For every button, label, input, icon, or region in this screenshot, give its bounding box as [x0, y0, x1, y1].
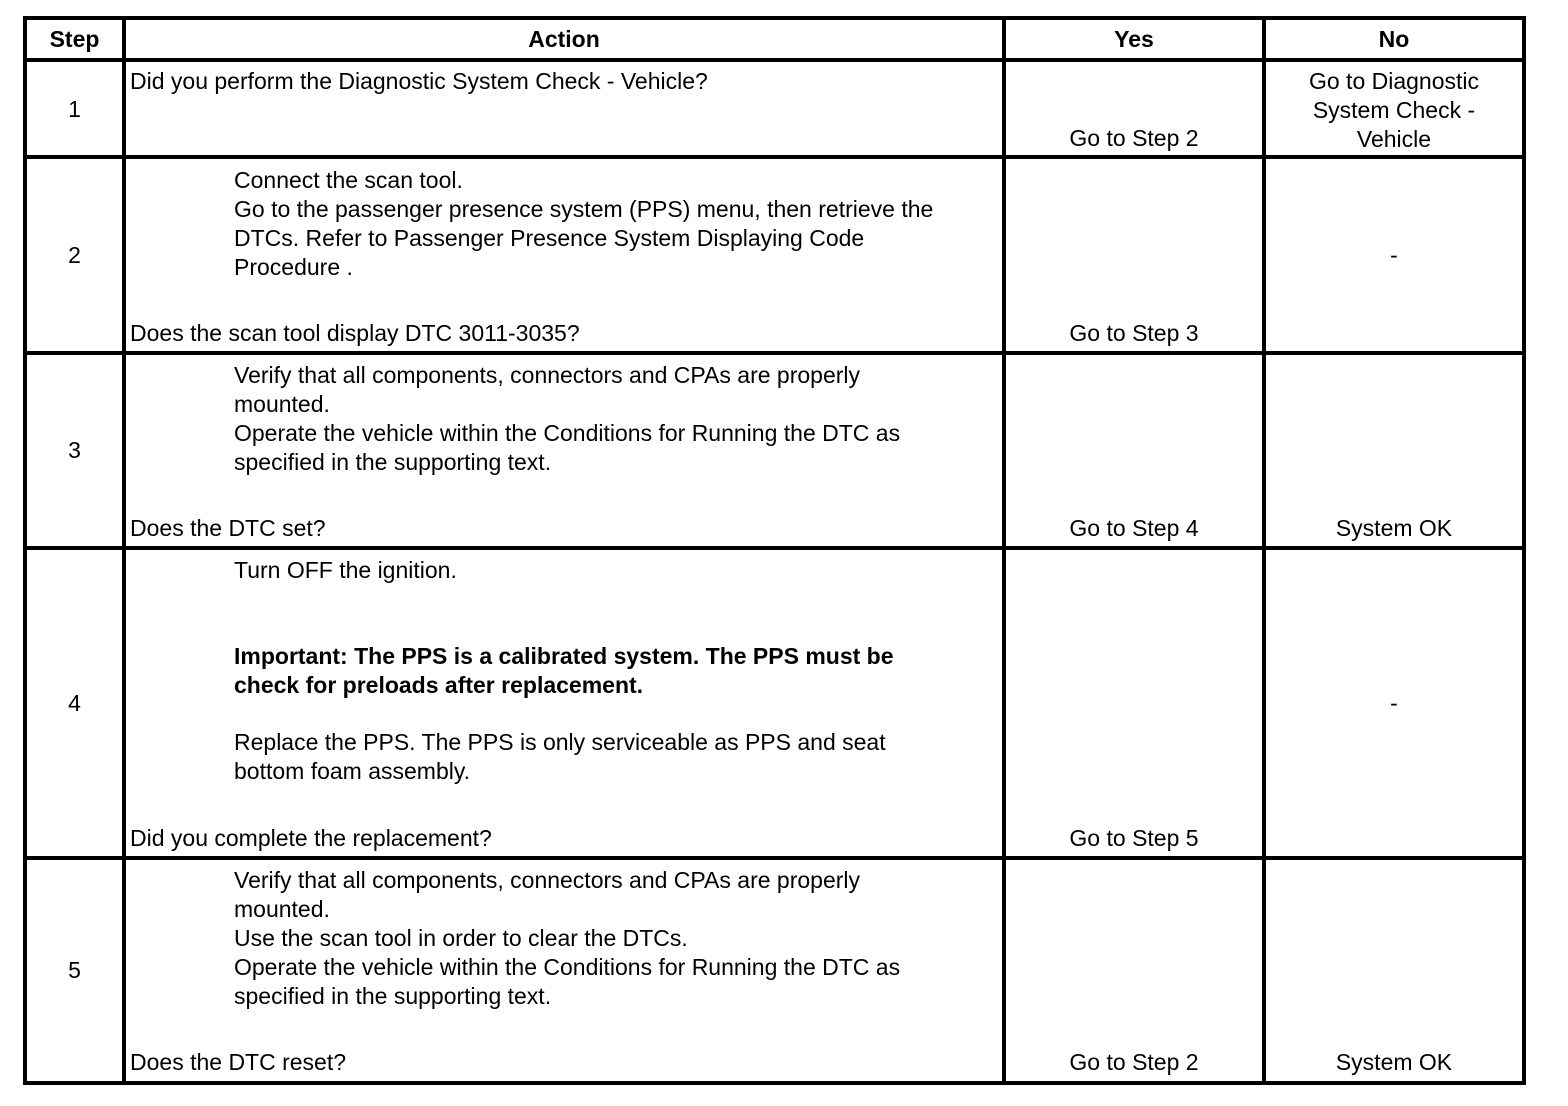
instruction-line: specified in the supporting text. [234, 449, 552, 475]
yes-result: Go to Step 5 [1069, 825, 1199, 851]
row-divider [23, 155, 1526, 159]
important-line: Important: The PPS is a calibrated system. The PPS must be [234, 643, 894, 669]
column-divider [1262, 16, 1266, 1085]
action-question: Does the DTC reset? [130, 1049, 347, 1075]
action-instruction [130, 556, 998, 585]
column-divider [1002, 16, 1006, 1085]
row-divider [23, 351, 1526, 355]
important-line: check for preloads after replacement. [234, 672, 644, 698]
instruction-line: Replace the PPS. The PPS is only serviceable as PPS and seat [234, 729, 886, 755]
action-instructions [130, 361, 998, 477]
action-question: Does the scan tool display DTC 3011-3035? [130, 320, 580, 346]
action-instructions [130, 866, 998, 1011]
row-divider [23, 58, 1526, 62]
no-result: System OK [1335, 1049, 1453, 1075]
no-result: - [1390, 242, 1398, 268]
important-note [130, 642, 998, 700]
no-result-line: Vehicle [1356, 126, 1432, 152]
instruction-line: Procedure . [234, 254, 353, 280]
instruction-line: mounted. [234, 896, 330, 922]
instruction-line: DTCs. Refer to Passenger Presence System Displaying Code [234, 225, 865, 251]
instruction-line: Operate the vehicle within the Conditions for Running the DTC as [234, 954, 901, 980]
instruction-line: Verify that all components, connectors and CPAs are properly [234, 362, 861, 388]
header-yes: Yes [1114, 26, 1154, 52]
instruction-line: Go to the passenger presence system (PPS) menu, then retrieve the [234, 196, 934, 222]
row-divider [23, 546, 1526, 550]
step-number: 3 [68, 437, 81, 463]
yes-result: Go to Step 3 [1069, 320, 1199, 346]
action-question: Does the DTC set? [130, 515, 326, 541]
header-action: Action [528, 26, 600, 52]
no-result [1266, 67, 1522, 154]
action-question: Did you perform the Diagnostic System Check - Vehicle? [130, 68, 708, 94]
instruction-line: Operate the vehicle within the Conditions for Running the DTC as [234, 420, 901, 446]
instruction-line: Turn OFF the ignition. [234, 557, 457, 583]
instruction-line: Use the scan tool in order to clear the DTCs. [234, 925, 688, 951]
action-question: Did you complete the replacement? [130, 825, 492, 851]
instruction-line: specified in the supporting text. [234, 983, 552, 1009]
action-instructions [130, 166, 998, 282]
table-border-left [23, 16, 27, 1085]
diagnostic-table [23, 16, 1526, 1085]
yes-result: Go to Step 2 [1069, 125, 1199, 151]
table-border-top [23, 16, 1526, 20]
column-divider [122, 16, 126, 1085]
no-result: System OK [1335, 515, 1453, 541]
instruction-line: Verify that all components, connectors and CPAs are properly [234, 867, 861, 893]
step-number: 4 [68, 690, 81, 716]
step-number: 1 [68, 96, 81, 122]
instruction-line: bottom foam assembly. [234, 758, 471, 784]
no-result: - [1390, 690, 1398, 716]
yes-result: Go to Step 2 [1069, 1049, 1199, 1075]
header-step: Step [49, 26, 100, 52]
action-instruction [130, 728, 998, 786]
step-number: 2 [68, 242, 81, 268]
yes-result: Go to Step 4 [1069, 515, 1199, 541]
header-no: No [1378, 26, 1410, 52]
step-number: 5 [68, 957, 81, 983]
row-divider [23, 856, 1526, 860]
no-result-line: Go to Diagnostic [1308, 68, 1480, 94]
table-border-right [1522, 16, 1526, 1085]
no-result-line: System Check - [1312, 97, 1476, 123]
table-border-bottom [23, 1081, 1526, 1085]
instruction-line: Connect the scan tool. [234, 167, 463, 193]
instruction-line: mounted. [234, 391, 330, 417]
